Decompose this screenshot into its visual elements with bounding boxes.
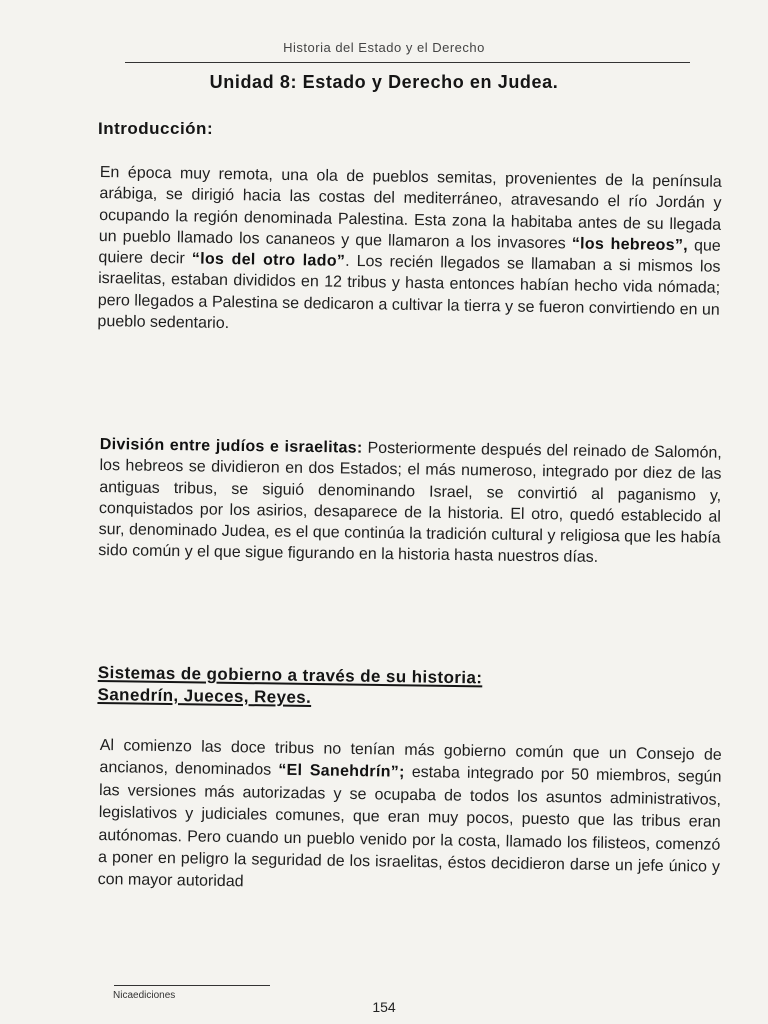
intro-text-3: . Los recién llegados se llamaban a si mismos los israelitas, estaban divididos en 12 tribus y hasta entonces habían hecho vida nómada; pero llegados a Palestina se dedicaron a cultivar la tierra y se fueron convirtiendo en un pueblo sedentario. (97, 253, 721, 333)
government-text-1: Al comienzo las doce tribus no tenían más gobierno común que un Consejo de ancianos, denominados (99, 736, 722, 780)
intro-heading: Introducción: (98, 119, 214, 138)
government-heading (97, 662, 724, 715)
intro-paragraph (97, 162, 722, 342)
government-text-2: estaba integrado por 50 miembros, según las versiones más autorizadas y se ocupaba de todos los asuntos administrativos, legislativos y judiciales comunes, que eran muy pocos, puesto que las tribus eran autónomas. Pero cuando un pueblo venido por la costa, llamado los filisteos, comenzó a poner en peligro la seguridad de los israelitas, éstos decidieron darse un jefe único y con mayor autoridad (97, 764, 722, 891)
intro-text-1: En época muy remota, una ola de pueblos semitas, provenientes de la península arábiga, se dirigió hacia las costas del mediterráneo, atravesando el río Jordán y ocupando la región denominada Palestina. Esta zona la habitaba antes de su llegada un pueblo llamado los cananeos y que llamaron a los invasores (98, 163, 722, 253)
intro-bold-otro-lado: “los del otro lado” (191, 250, 346, 271)
division-heading: División entre judíos e israelitas: (99, 435, 363, 457)
header-rule (125, 62, 690, 63)
publisher-name: Nicaediciones (113, 990, 176, 1001)
division-text: Posteriormente después del reinado de Salomón, los hebreos se dividieron en dos Estados; el más numeroso, integrado por diez de las antiguas tribus, se siguió denominando Israel, se convirtió al paganismo y, conquistados por los asirios, desaparece de la historia. El otro, quedó establecido al sur, denominado Judea, es el que continúa la tradición cultural y religiosa que les había sido común y el que sigue figurando en la historia hasta nuestros días. (98, 439, 722, 567)
intro-bold-hebreos: “los hebreos”, (571, 235, 689, 255)
intro-text-2: que quiere decir (98, 237, 721, 268)
footer-rule (114, 985, 270, 986)
unit-title: Unidad 8: Estado y Derecho en Judea. (209, 72, 559, 92)
page-number: 154 (372, 999, 396, 1015)
government-heading-line1: Sistemas de gobierno a través de su historia: (97, 662, 483, 688)
government-paragraph (98, 735, 722, 902)
division-paragraph (98, 434, 722, 570)
government-bold-sanedrin: “El Sanehdrín”; (278, 762, 405, 782)
government-heading-line2: Sanedrín, Jueces, Reyes. (97, 684, 312, 707)
running-header: Historia del Estado y el Derecho (283, 40, 485, 55)
